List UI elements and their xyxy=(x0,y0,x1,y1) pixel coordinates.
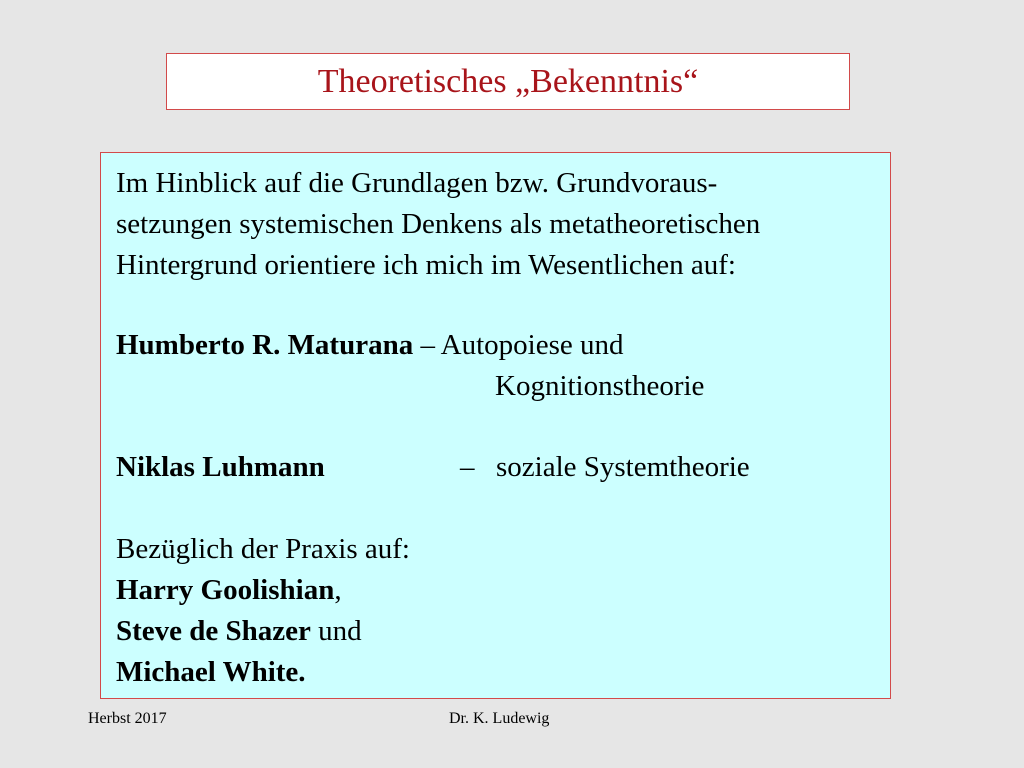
theorist-name: Niklas Luhmann xyxy=(116,451,325,483)
person-suffix: , xyxy=(334,574,342,606)
practice-heading: Bezüglich der Praxis auf: xyxy=(116,533,410,565)
theorist-field: Autopoiese und xyxy=(440,329,624,361)
theorist-separator: – xyxy=(413,329,441,361)
theorist-field-continuation: Kognitionstheorie xyxy=(495,370,705,402)
footer-date: Herbst 2017 xyxy=(88,710,167,727)
intro-line-1: Im Hinblick auf die Grundlagen bzw. Grundvoraus- xyxy=(116,167,718,199)
intro-line-3: Hintergrund orientiere ich mich im Wesentlichen auf: xyxy=(116,249,736,281)
theorist-maturana xyxy=(116,331,623,360)
theorist-name: Humberto R. Maturana xyxy=(116,329,414,361)
footer-author: Dr. K. Ludewig xyxy=(449,710,550,727)
theorist-luhmann xyxy=(116,453,816,482)
person-name: Harry Goolishian xyxy=(116,574,335,606)
person-name: Michael White. xyxy=(116,656,306,688)
person-suffix: und xyxy=(310,615,362,647)
slide-title: Theoretisches „Bekenntnis“ xyxy=(317,62,699,100)
theorist-separator: – xyxy=(460,451,475,483)
practice-person-1 xyxy=(116,576,342,605)
practice-person-3 xyxy=(116,658,306,687)
theorist-field: soziale Systemtheorie xyxy=(496,451,750,483)
title-box xyxy=(166,53,850,110)
intro-line-2: setzungen systemischen Denkens als metatheoretischen xyxy=(116,208,761,240)
practice-person-2 xyxy=(116,617,362,646)
person-name: Steve de Shazer xyxy=(116,615,311,647)
